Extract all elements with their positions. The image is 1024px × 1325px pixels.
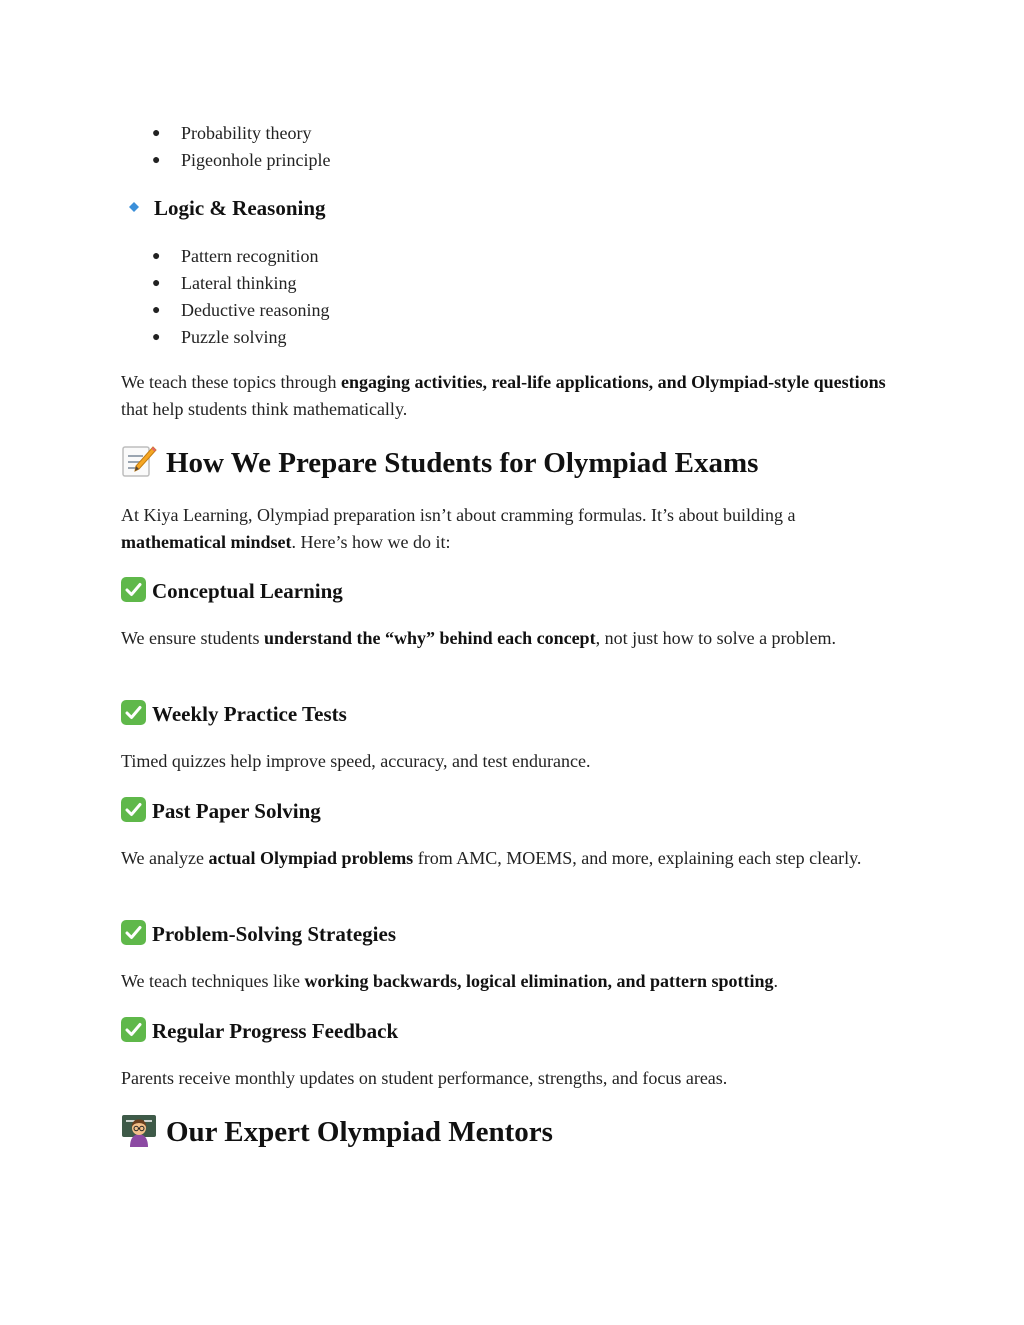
paragraph-bold-text: working backwards, logical elimination, and pattern spotting (304, 971, 774, 991)
section-heading-strategies (121, 920, 396, 947)
list-item: Puzzle solving (181, 327, 287, 347)
paragraph-text: We teach these topics through (121, 372, 341, 392)
heading-text: Weekly Practice Tests (152, 702, 347, 726)
heading-text: Problem-Solving Strategies (152, 922, 397, 946)
section-heading-feedback (121, 1017, 398, 1044)
paragraph-bold-text: understand the “why” behind each concept (264, 628, 596, 648)
paragraph-text: We ensure students (121, 628, 265, 648)
section-heading-prepare (121, 444, 758, 487)
bullet-icon: ● (152, 249, 161, 264)
paragraph-bold-text: engaging activities, real-life applications, and Olympiad-style questions (340, 372, 886, 392)
check-mark-button-icon (121, 700, 146, 725)
heading-text: Regular Progress Feedback (152, 1019, 399, 1043)
list-item: Lateral thinking (181, 273, 297, 293)
paragraph-bold-text: mathematical mindset (121, 532, 292, 552)
bullet-icon: ● (152, 330, 161, 345)
list-item: Pigeonhole principle (181, 150, 331, 170)
feedback-paragraph: Parents receive monthly updates on student performance, strengths, and focus areas. (121, 1068, 728, 1088)
check-mark-button-icon (121, 577, 146, 602)
bullet-icon: ● (152, 153, 161, 168)
paragraph-text: that help students think mathematically. (121, 399, 408, 419)
list-item: Pattern recognition (181, 246, 319, 266)
paragraph-text: We analyze (121, 848, 209, 868)
memo-pencil-icon (121, 444, 157, 487)
heading-text: Past Paper Solving (152, 799, 321, 823)
check-mark-button-icon (121, 1017, 146, 1042)
check-mark-button-icon (121, 920, 146, 945)
paragraph-text: from AMC, MOEMS, and more, explaining each step clearly. (413, 848, 862, 868)
list-item: Deductive reasoning (181, 300, 330, 320)
weekly-paragraph: Timed quizzes help improve speed, accuracy, and test endurance. (121, 751, 591, 771)
section-heading-past-paper (121, 797, 321, 824)
prepare-intro-paragraph (121, 502, 901, 556)
past-paper-paragraph (121, 845, 901, 872)
heading-text: Our Expert Olympiad Mentors (166, 1116, 553, 1148)
paragraph-text: . (773, 971, 779, 991)
paragraph-text: At Kiya Learning, Olympiad preparation isn’t about cramming formulas. It’s about building a (121, 505, 796, 525)
conceptual-paragraph (121, 625, 861, 652)
strategies-paragraph (121, 968, 911, 995)
bullet-icon: ● (152, 303, 161, 318)
bullet-icon: ● (152, 276, 161, 291)
teacher-icon (121, 1113, 157, 1156)
section-heading-logic: Logic & Reasoning (154, 196, 326, 220)
paragraph-text: We teach techniques like (121, 971, 305, 991)
paragraph-text: , not just how to solve a problem. (595, 628, 837, 648)
list-item: Probability theory (181, 123, 312, 143)
section-heading-weekly (121, 700, 347, 727)
section-heading-conceptual (121, 577, 343, 604)
heading-text: How We Prepare Students for Olympiad Exams (166, 447, 759, 479)
small-blue-diamond-icon (127, 200, 141, 214)
teach-paragraph (121, 369, 901, 423)
heading-text: Conceptual Learning (152, 579, 343, 603)
paragraph-text: . Here’s how we do it: (291, 532, 451, 552)
section-heading-mentors (121, 1113, 553, 1156)
check-mark-button-icon (121, 797, 146, 822)
bullet-icon: ● (152, 126, 161, 141)
paragraph-bold-text: actual Olympiad problems (208, 848, 414, 868)
